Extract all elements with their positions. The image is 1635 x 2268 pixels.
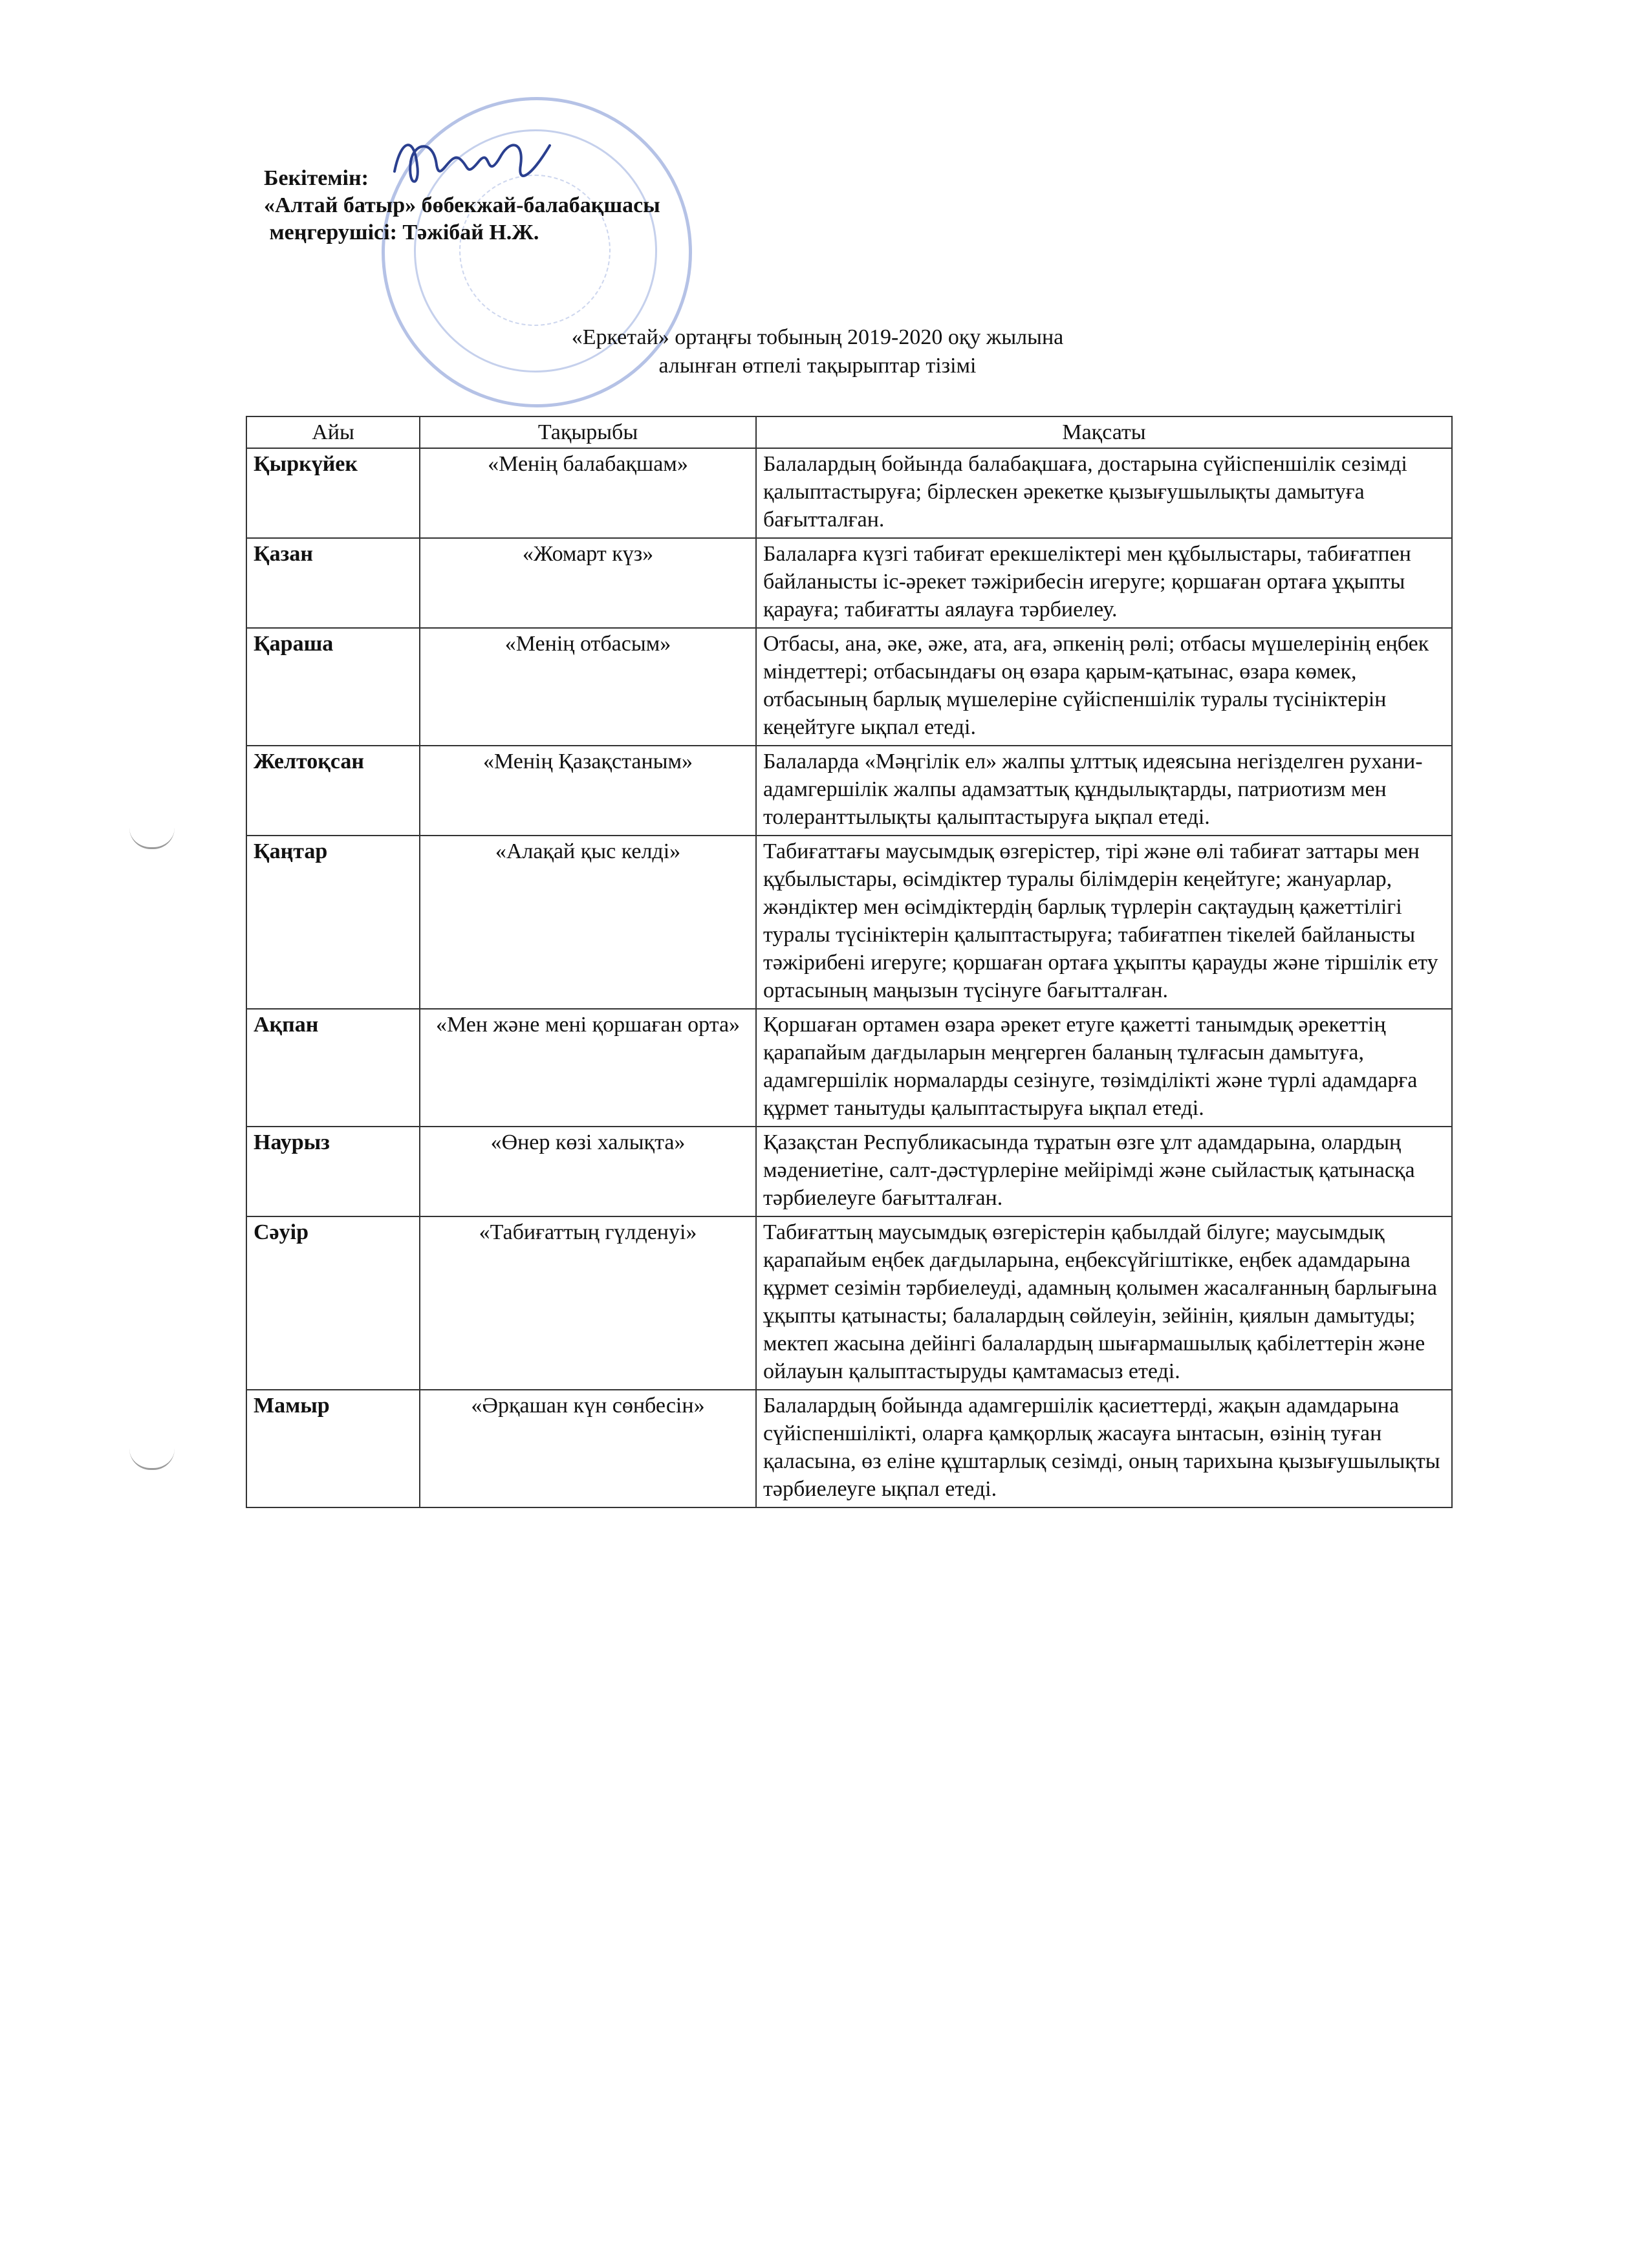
month-cell: Ақпан [246,1009,420,1127]
month-cell: Наурыз [246,1127,420,1216]
table-row [246,538,1452,628]
month-cell: Қыркүйек [246,448,420,538]
table-row [246,1127,1452,1216]
month-cell: Сәуір [246,1216,420,1390]
header-month: Айы [246,416,420,448]
month-cell: Қаңтар [246,836,420,1009]
month-cell: Қазан [246,538,420,628]
topic-cell: «Менің отбасым» [420,628,756,746]
month-cell: Мамыр [246,1390,420,1507]
goal-cell: Балалардың бойында адамгершілік қасиеттерді, жақын адамдарына сүйіспеншілікті, оларға қамқорлық жасауға ынтасын, өзінің туған қаласына, өз еліне құштарлық сезімді, оның тарихына қызығушылықты тәрбиелеуге ықпал етеді. [756,1390,1452,1507]
approval-block [264,165,660,246]
punch-hole-top [129,828,175,849]
title-line-1: «Еркетай» ортаңғы тобының 2019-2020 оқу жылына [571,325,1064,349]
table-row [246,1009,1452,1127]
goal-cell: Отбасы, ана, әке, әже, ата, аға, әпкенің рөлі; отбасы мүшелерінің еңбек міндеттері; отбасындағы оң өзара қарым-қатынас, өзара көмек, отбасының барлық мүшелеріне сүйіспеншілік туралы түсініктерін кеңейтуге ықпал етеді. [756,628,1452,746]
topic-cell: «Жомарт күз» [420,538,756,628]
topic-cell: «Табиғаттың гүлденуі» [420,1216,756,1390]
topic-cell: «Өнер көзі халықта» [420,1127,756,1216]
head-name: меңгерушісі: Тәжібай Н.Ж. [264,221,539,244]
header-topic: Тақырыбы [420,416,756,448]
table-row [246,1216,1452,1390]
topic-cell: «Алақай қыс келді» [420,836,756,1009]
approval-label: Бекітемін: [264,166,369,190]
goal-cell: Балаларға күзгі табиғат ерекшеліктері мен құбылыстары, табиғатпен байланысты іс-әрекет тәжірибесін игеруге; қоршаған ортаға ұқыпты қарауға; табиғатты аялауға тәрбиелеу. [756,538,1452,628]
goal-cell: Табиғаттағы маусымдық өзгерістер, тірі және өлі табиғат заттары мен құбылыстары, өсімдіктер туралы білімдерін кеңейтуге; жануарлар, жәндіктер мен өсімдіктердің барлық түрлерін сақтаудың қажеттілігі туралы түсініктерін қалыптастыруға; табиғатпен тікелей байланысты тәжірибені игеруге; қоршаған ортаға ұқыпты қарауды және тіршілік ету ортасының маңызын түсінуге бағытталған. [756,836,1452,1009]
table-row [246,628,1452,746]
table-row [246,1390,1452,1507]
goal-cell: Балаларда «Мәңгілік ел» жалпы ұлттық идеясына негізделген рухани- адамгершілік жалпы адамзаттық құндылықтарды, патриотизм мен толеранттылықты қалыптастыруға ықпал етеді. [756,746,1452,836]
topic-cell: «Менің Қазақстаным» [420,746,756,836]
page-title [0,323,1635,380]
month-cell: Желтоқсан [246,746,420,836]
table-row [246,836,1452,1009]
table-row [246,746,1452,836]
table-row [246,448,1452,538]
table-header-row [246,416,1452,448]
title-line-2: алынған өтпелі тақырыптар тізімі [658,354,977,378]
kindergarten-name: «Алтай батыр» бөбекжай-балабақшасы [264,193,660,217]
header-goal: Мақсаты [756,416,1452,448]
goal-cell: Қоршаған ортамен өзара әрекет етуге қажетті танымдық әрекеттің қарапайым дағдыларын меңгерген баланың тұлғасын дамытуға, адамгершілік нормаларды сезінуге, төзімділікті және түрлі адамдарға құрмет танытуды қалыптастыруға ықпал етеді. [756,1009,1452,1127]
topic-cell: «Менің балабақшам» [420,448,756,538]
month-cell: Қараша [246,628,420,746]
goal-cell: Қазақстан Республикасында тұратын өзге ұлт адамдарына, олардың мәдениетіне, салт-дәстүрлеріне мейірімді және сыйластық қатынасқа тәрбиелеуге бағытталған. [756,1127,1452,1216]
topic-cell: «Мен және мені қоршаған орта» [420,1009,756,1127]
goal-cell: Табиғаттың маусымдық өзгерістерін қабылдай білуге; маусымдық қарапайым еңбек дағдыларына, еңбексүйгіштікке, еңбек адамдарына құрмет сезімін тәрбиелеуді, адамның қолымен жасалғанның барлығына ұқыпты қатынасты; балалардың сөйлеуін, зейінін, қиялын дамытуды; мектеп жасына дейінгі балалардың шығармашылық қабілеттерін және ойлауын қалыптастыруды қамтамасыз етеді. [756,1216,1452,1390]
topics-table [246,416,1453,1508]
topic-cell: «Әрқашан күн сөнбесін» [420,1390,756,1507]
goal-cell: Балалардың бойында балабақшаға, достарына сүйіспеншілік сезімді қалыптастыруға; бірлескен әрекетке қызығушылықты дамытуға бағытталған. [756,448,1452,538]
punch-hole-bottom [129,1449,175,1470]
